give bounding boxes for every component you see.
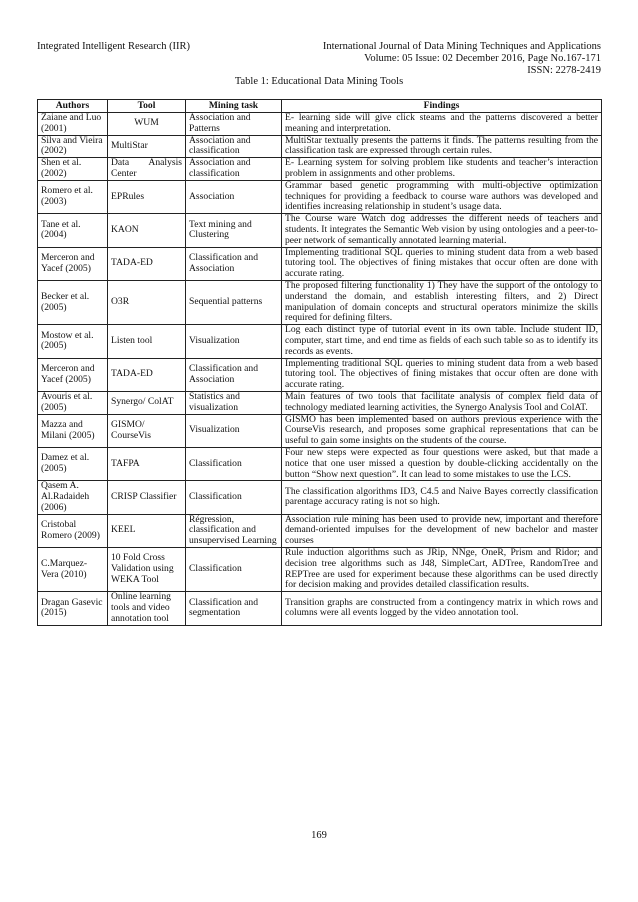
cell-authors: Avouris et al. (2005) [38,391,108,414]
cell-findings: Transition graphs are constructed from a contingency matrix in which rows and columns were all events logged by the video annotation tool. [282,592,602,625]
cell-mining-task: Association and Patterns [186,113,282,136]
journal-publisher: Integrated Intelligent Research (IIR) [37,41,191,52]
cell-authors: Dragan Gasevic (2015) [38,592,108,625]
table-row [38,280,602,324]
table-row [38,180,602,213]
cell-tool: TAFPA [108,447,186,480]
cell-tool: Online learning tools and video annotation tool [108,592,186,625]
cell-mining-task: Sequential patterns [186,280,282,324]
cell-mining-task: Régression, classification and unsupervised Learning [186,514,282,547]
cell-authors: Tane et al. (2004) [38,214,108,247]
table-row [38,247,602,280]
cell-mining-task: Classification and Association [186,247,282,280]
cell-tool: KAON [108,214,186,247]
cell-mining-task: Association and classification [186,135,282,158]
table-row [38,325,602,358]
cell-authors: Romero et al. (2003) [38,180,108,213]
cell-mining-task: Association and classification [186,158,282,181]
cell-authors: Mazza and Milani (2005) [38,414,108,447]
journal-info [323,41,601,77]
table-caption: Table 1: Educational Data Mining Tools [234,76,404,87]
cell-findings: Implementing traditional SQL queries to mining student data from a web based tutoring tool. The objectives of fining mistakes that occur often are done with accurate rating. [282,247,602,280]
cell-mining-task: Classification and segmentation [186,592,282,625]
cell-findings: The Course ware Watch dog addresses the different needs of teachers and students. It integrates the Semantic Web vision by using ontologies and a peer-to-peer network of semantically annotated learning material. [282,214,602,247]
cell-findings: Rule induction algorithms such as JRip, NNge, OneR, Prism and Ridor; and decision tree algorithms such as J48, SimpleCart, ADTree, RandomTree and REPTree are used for experiment because these algorithms can be used directly for decision making and provides detailed classification results. [282,548,602,592]
column-header-findings: Findings [282,100,602,113]
table-row [38,135,602,158]
cell-findings: The classification algorithms ID3, C4.5 and Naive Bayes correctly classification parentage accuracy rating is not so high. [282,481,602,514]
cell-tool: Data Analysis Center [108,158,186,181]
cell-authors: Silva and Vieira (2002) [38,135,108,158]
table-row [38,414,602,447]
cell-findings: Association rule mining has been used to provide new, important and therefore demand-oriented impulses for the development of new bachelor and master courses [282,514,602,547]
edm-tools-table [37,99,602,626]
table-row [38,592,602,625]
cell-authors: Becker et al. (2005) [38,280,108,324]
cell-tool: 10 Fold Cross Validation using WEKA Tool [108,548,186,592]
cell-findings: MultiStar textually presents the patterns it finds. The patterns resulting from the classification task are expressed through certain rules. [282,135,602,158]
cell-tool: CRISP Classifier [108,481,186,514]
table-header-row [38,100,602,113]
column-header-mining-task: Mining task [186,100,282,113]
cell-mining-task: Text mining and Clustering [186,214,282,247]
cell-authors: Shen et al. (2002) [38,158,108,181]
table-row [38,358,602,391]
cell-authors: Merceron and Yacef (2005) [38,358,108,391]
table-row [38,158,602,181]
cell-mining-task: Statistics and visualization [186,391,282,414]
cell-mining-task: Classification [186,548,282,592]
journal-volume: Volume: 05 Issue: 02 December 2016, Page No.167-171 [364,53,601,64]
cell-tool: EPRules [108,180,186,213]
cell-authors: Mostow et al. (2005) [38,325,108,358]
cell-authors: Merceron and Yacef (2005) [38,247,108,280]
table-row [38,514,602,547]
cell-mining-task: Association [186,180,282,213]
page-number: 169 [311,830,327,841]
cell-tool: O3R [108,280,186,324]
table-row [38,548,602,592]
table-row [38,447,602,480]
journal-title: International Journal of Data Mining Techniques and Applications [322,41,601,52]
journal-issn: ISSN: 2278-2419 [527,65,601,76]
cell-findings: Implementing traditional SQL queries to mining student data from a web based tutoring tool. The objectives of fining mistakes that occur often are done with accurate rating. [282,358,602,391]
cell-authors: Cristobal Romero (2009) [38,514,108,547]
column-header-authors: Authors [38,100,108,113]
cell-tool: Listen tool [108,325,186,358]
cell-findings: GISMO has been implemented based on authors previous experience with the CourseVis research, and proposes some graphical representations that can be useful to gain some insights on the students of the course. [282,414,602,447]
cell-findings: E- learning side will give click steams and the patterns discovered a better meaning and interpretation. [282,113,602,136]
cell-findings: Log each distinct type of tutorial event in its own table. Include student ID, computer, start time, and end time as fields of each such table so as to identify its records as events. [282,325,602,358]
cell-authors: C.Marquez-Vera (2010) [38,548,108,592]
cell-mining-task: Visualization [186,414,282,447]
cell-mining-task: Classification and Association [186,358,282,391]
cell-authors: Zaiane and Luo (2001) [38,113,108,136]
cell-mining-task: Classification [186,481,282,514]
cell-findings: Grammar based genetic programming with multi-objective optimization techniques for providing a feedback to course ware authors was developed and identifies increasing relationship in student’s usage data. [282,180,602,213]
table-row [38,214,602,247]
cell-findings: Four new steps were expected as four questions were asked, but that made a notice that one user missed a question by double-clicking accidentally on the button “Show next question”. It can lead to some mistakes to use the LCS. [282,447,602,480]
column-header-tool: Tool [108,100,186,113]
cell-tool: GISMO/ CourseVis [108,414,186,447]
cell-tool: TADA-ED [108,358,186,391]
cell-tool: TADA-ED [108,247,186,280]
table-row [38,481,602,514]
cell-findings: Main features of two tools that facilitate analysis of complex field data of technology mediated learning activities, the Synergo Analysis Tool and ColAT. [282,391,602,414]
cell-tool: WUM [108,113,186,136]
cell-mining-task: Classification [186,447,282,480]
cell-authors: Qasem A. Al.Radaideh (2006) [38,481,108,514]
cell-findings: The proposed filtering functionality 1) They have the support of the ontology to understand the domain, and establish interesting filters, and 2) Direct manipulation of domain concepts and structural operators minimize the skills required for defining filters. [282,280,602,324]
table-row [38,391,602,414]
cell-authors: Damez et al. (2005) [38,447,108,480]
cell-tool: KEEL [108,514,186,547]
cell-tool: MultiStar [108,135,186,158]
cell-findings: E- Learning system for solving problem like students and teacher’s interaction problem in assignments and other problems. [282,158,602,181]
table-row [38,113,602,136]
cell-tool: Synergo/ ColAT [108,391,186,414]
cell-mining-task: Visualization [186,325,282,358]
